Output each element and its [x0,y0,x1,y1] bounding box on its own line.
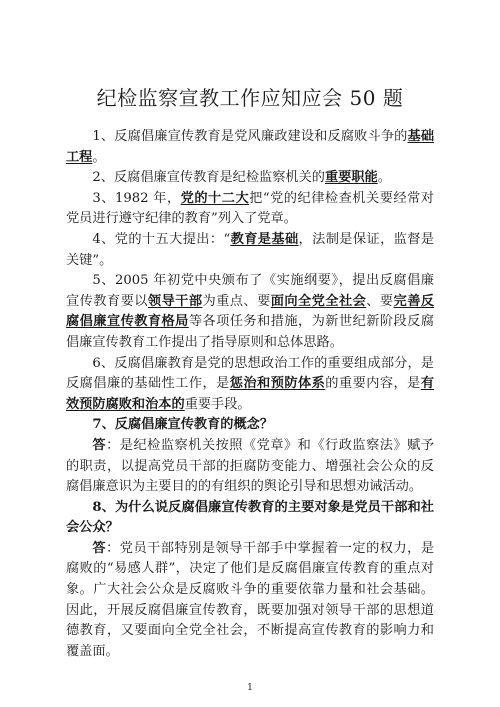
item-6-text-c: 重要手段。 [184,396,251,412]
item-7-answer-label: 答 [92,437,107,453]
item-5-keyword-2: 面向全党全社会 [270,293,367,309]
item-2-keyword: 重要职能 [324,170,378,186]
item-1-keyword: 基础工程 [66,129,435,165]
item-1 [66,127,434,168]
item-2-tail: 。 [377,170,391,186]
item-3-tail: 把“党的纪律检查机关要经常对党员进行遵守纪律的教育”列入了党章。 [66,190,434,227]
item-7-answer [66,436,434,498]
item-8-answer-label: 答 [92,540,107,556]
item-5-keyword-3: 完善反腐倡廉宣传教育格局 [66,293,435,330]
item-4 [66,230,434,271]
item-6-text-b: 的重要内容，是 [325,376,421,392]
item-8-question-text: 8、为什么说反腐倡廉宣传教育的主要对象是党员干部和社会公众？ [66,499,434,536]
item-8-answer [66,539,434,663]
item-5 [66,271,434,353]
item-6-keyword-1: 惩治和预防体系 [229,376,326,392]
item-5-text-b: 为重点、要 [202,293,271,309]
item-2-text: 2、反腐倡廉宣传教育是纪检监察机关的 [92,170,325,186]
item-1-text: 1、反腐倡廉宣传教育是党风廉政建设和反腐败斗争的 [92,129,408,144]
item-3-keyword: 党的十二大 [180,190,250,206]
item-5-text-d: 等各项任务和措施，为新世纪新阶段反腐倡廉宣传教育工作提出了指导原则和总体思路。 [66,314,435,350]
item-6-keyword-2: 有效预防腐败和治本的 [66,376,435,412]
item-5-text-c: 、要 [366,293,394,309]
item-7-question-text: 7、反腐倡廉宣传教育的概念？ [92,417,274,433]
item-7-question [66,415,434,436]
item-2 [66,168,434,189]
page-title: 纪检监察宣教工作应知应会 50 题 [96,86,404,110]
item-4-tail: ，法制是保证，监督是关键”。 [66,231,435,268]
item-5-keyword-1: 领导干部 [147,293,203,309]
item-3 [66,189,434,230]
item-3-text: 3、1982 年， [92,190,181,206]
item-6-text-a: 6、反腐倡廉教育是党的思想政治工作的重要组成部分，是反腐倡廉的基础性工作，是 [66,355,434,392]
document-body [66,127,434,662]
item-5-text-a: 5、2005 年初党中央颁布了《实施纲要》，提出反腐倡廉宣传教育要以 [66,273,434,309]
page-number: 1 [247,683,253,693]
item-6 [66,354,434,416]
item-4-keyword: 教育是基础 [230,231,299,247]
item-8-question [66,498,434,539]
item-4-text: 4、党的十五大提出：“ [92,231,231,247]
item-8-answer-text: ：党员干部特别是领导干部手中掌握着一定的权力，是腐败的“易感人群”，决定了他们是反腐倡廉宣传教育的重点对象。广大社会公众是反腐败斗争的重要依靠力量和社会基础。因此，开展反腐倡廉宣传教育，既要加强对领导干部的思想道德教育，又要面向全党全社会，不断提高宣传教育的影响力和覆盖面。 [66,540,435,659]
item-7-answer-text: ：是纪检监察机关按照《党章》和《行政监察法》赋予的职责，以提高党员干部的拒腐防变能力、增强社会公众的反腐倡廉意识为主要目的的有组织的舆论引导和思想劝诫活动。 [66,437,435,495]
item-1-tail: 。 [92,149,106,165]
